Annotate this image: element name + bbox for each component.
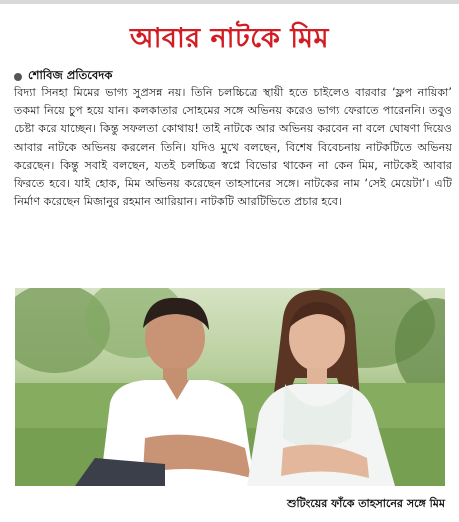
byline-text: শোবিজ প্রতিবেদক bbox=[28, 68, 113, 82]
photo-illustration bbox=[15, 288, 445, 486]
article-body: বিদ্যা সিনহা মিমের ভাগ্য সুপ্রসন্ন নয়। তিনি চলচ্চিত্রে স্থায়ী হতে চাইলেও বারবার ‘ফ্লপ নায়িকা’ তকমা নিয়ে চুপ হয়ে যান। কলকাতার সোহমের সঙ্গে অভিনয় করেও ভাগ্য ফেরাতে পারেননি। তবুও চেষ্টা করে যাচ্ছেন। কিন্তু সফলতা কোথায়! তাই নাটকে আর অভিনয় করবেন না বলে ঘোষণা দিয়েও আবার নাটকে অভিনয় করলেন তিনি। যদিও মুখে বলছেন, বিশেষ বিবেচনায় নাটকটিতে অভিনয় করেছেন। কিন্তু সবাই বলছেন, যতই চলচ্চিত্র স্বপ্নে বিভোর থাকেন না কেন মিম, নাটকেই আবার ফিরতে হবে। যাই হোক, মিম অভিনয় করেছেন তাহসানের সঙ্গে। নাটকের নাম ‘সেই মেয়েটা’। এটি নির্মাণ করেছেন মিজানুর রহমান আরিয়ান। নাটকটি আরটিভিতে প্রচার হবে। bbox=[14, 86, 452, 209]
bullet-icon bbox=[14, 73, 22, 81]
top-rule bbox=[0, 0, 459, 4]
article-headline: আবার নাটকে মিম bbox=[129, 23, 330, 54]
photo-caption: শুটিংয়ের ফাঁকে তাহসানের সঙ্গে মিম bbox=[286, 497, 445, 510]
article-photo bbox=[15, 288, 445, 486]
